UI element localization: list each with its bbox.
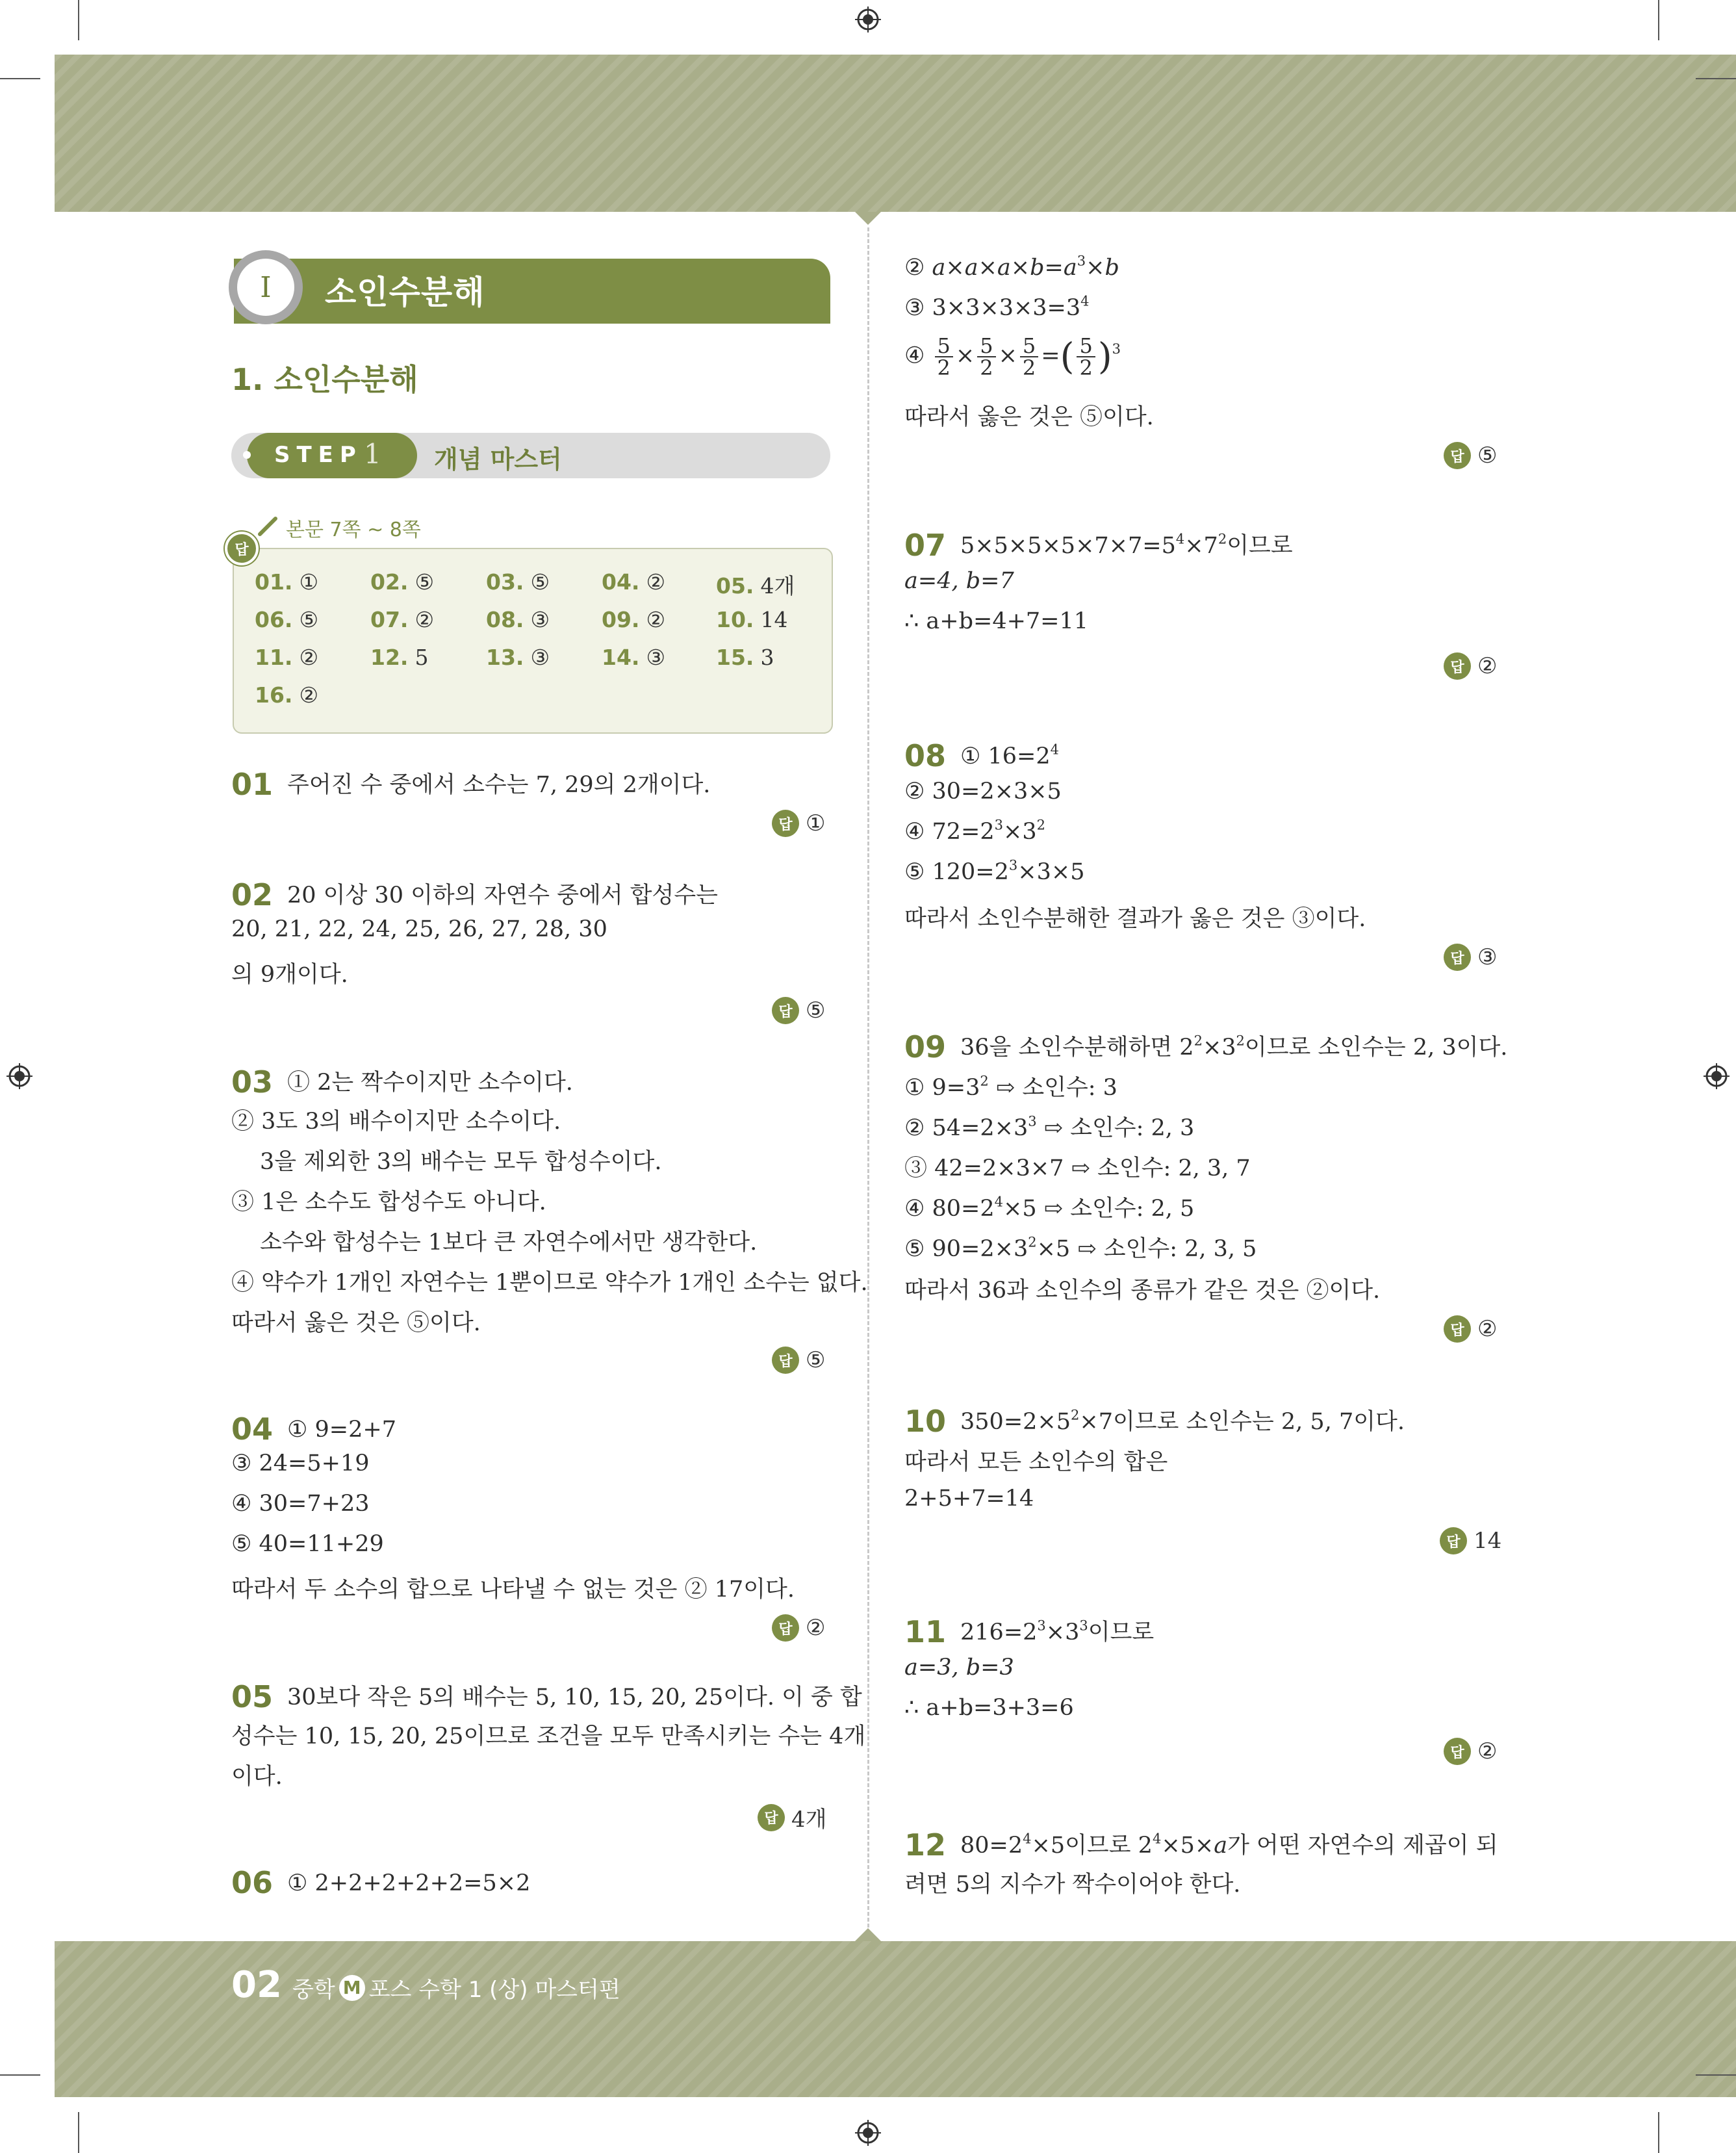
answer-grid-number: 09. — [602, 607, 640, 632]
m-logo-icon: M — [339, 1975, 365, 2001]
question-number: 07 — [904, 528, 947, 563]
question-04 — [231, 1409, 396, 1447]
question-number: 10 — [904, 1404, 947, 1439]
crop-mark — [0, 2074, 40, 2076]
solution-line: ① $9=3^2$ ⇨ 소인수: 3 — [904, 1073, 1117, 1101]
question-number: 06 — [231, 1865, 274, 1900]
answer-grid-item — [370, 569, 434, 595]
answer-grid-value: ① — [299, 569, 319, 595]
choice-marker: ④ — [904, 342, 925, 369]
answer-grid-number: 08. — [486, 607, 524, 632]
answer-value: ⑤ — [806, 1347, 826, 1373]
solution-line: a=4, b=7 — [904, 568, 1014, 594]
question-10: 10 $350=2\times 5^2\times 7$이므로 소인수는 2, 5, 7이다. — [904, 1404, 1405, 1439]
chapter-title: 소인수분해 — [325, 274, 485, 311]
solution-line: 20, 21, 22, 24, 25, 26, 27, 28, 30 — [231, 916, 607, 942]
answer-value: 4개 — [791, 1807, 827, 1833]
question-07: 07 $5\times 5\times 5\times 5\times 7\times 7=5^4\times 7^2$이므로 — [904, 528, 1293, 563]
solution-line: 이다. — [231, 1764, 283, 1790]
answer-badge: 답 — [1440, 1527, 1467, 1554]
answer-grid-number: 06. — [255, 607, 293, 632]
answer-02 — [772, 997, 825, 1024]
answer-grid-number: 11. — [255, 645, 293, 670]
solution-line: ① 9=2+7 — [287, 1417, 396, 1443]
question-11: 11 $216=2^3\times 3^3$이므로 — [904, 1614, 1155, 1649]
answer-grid-number: 04. — [602, 569, 640, 595]
operator: × — [978, 255, 997, 281]
answer-value: 14 — [1474, 1528, 1502, 1554]
chapter-number-badge — [229, 250, 303, 324]
answer-01 — [772, 810, 825, 837]
answer-grid-value: ⑤ — [415, 569, 435, 595]
answer-grid-number: 16. — [255, 682, 293, 708]
answer-grid-item — [602, 645, 665, 670]
book-title-suffix: 포스 수학 1 (상) 마스터편 — [368, 1977, 620, 2003]
question-06 — [231, 1863, 530, 1898]
exponent: 3 — [1077, 253, 1086, 269]
question-05 — [231, 1677, 862, 1712]
answer-badge: 답 — [772, 1347, 799, 1374]
operator: × — [955, 342, 975, 369]
question-02 — [231, 875, 718, 910]
answer-grid-value: 14 — [760, 607, 788, 632]
answer-grid-item — [486, 607, 550, 632]
answer-07 — [1444, 652, 1497, 680]
answer-grid-number: 13. — [486, 645, 524, 670]
variable: a — [1063, 255, 1077, 281]
question-number: 09 — [904, 1029, 947, 1064]
answer-grid-value: ② — [299, 645, 319, 670]
book-title-prefix: 중학 — [292, 1977, 335, 2003]
answer-grid-value: ③ — [646, 645, 666, 670]
solution-line: ② 30=2×3×5 — [904, 779, 1062, 805]
solution-line: 려면 5의 지수가 짝수이어야 한다. — [904, 1872, 1241, 1898]
solution-line: ④ $72=2^3\times 3^2$ — [904, 817, 1045, 845]
answer-11 — [1444, 1738, 1497, 1765]
solution-line: ② $54=2\times 3^3$ ⇨ 소인수: 2, 3 — [904, 1113, 1195, 1141]
answer-grid-number: 14. — [602, 645, 640, 670]
answer-03 — [772, 1347, 825, 1374]
answer-badge: 답 — [1444, 1315, 1471, 1343]
solution-line: ③ 1은 소수도 합성수도 아니다. — [231, 1189, 546, 1215]
section-title: 1. 소인수분해 — [231, 362, 418, 397]
crop-mark — [1696, 2074, 1736, 2076]
answer-grid-value: ③ — [530, 607, 550, 632]
variable: a — [932, 255, 946, 281]
solution-line: 소수와 합성수는 1보다 큰 자연수에서만 생각한다. — [260, 1230, 758, 1256]
question-12: 12 $80=2^4\times 5$이므로 $2^4\times 5\times a$가 어떤 자연수의 제곱이 되 — [904, 1827, 1498, 1863]
question-number: 04 — [231, 1412, 274, 1447]
answer-grid-number: 05. — [716, 573, 754, 599]
answer-badge: 답 — [1444, 652, 1471, 680]
answer-grid-item — [716, 645, 774, 670]
answer-badge: 답 — [772, 810, 799, 837]
solution-line: ④ 30=7+23 — [231, 1491, 370, 1517]
question-number: 05 — [231, 1679, 274, 1714]
solution-line: ④ 약수가 1개인 자연수는 1뿐이므로 약수가 1개인 소수는 없다. — [231, 1270, 868, 1296]
choice-marker: ② — [904, 255, 932, 281]
answer-grid-item — [370, 607, 434, 632]
answer-grid-item — [716, 607, 787, 632]
variable: b — [1030, 255, 1045, 281]
crop-mark — [1696, 78, 1736, 79]
solution-line — [904, 255, 1119, 281]
expression: ③ 3×3×3×3=3 — [904, 295, 1081, 321]
fraction: $\frac{5}{2}$ — [1077, 335, 1095, 378]
answer-grid-number: 03. — [486, 569, 524, 595]
answer-grid-value: ⑤ — [299, 607, 319, 632]
variable: a — [997, 255, 1011, 281]
fraction: $\frac{5}{2}$ — [935, 335, 953, 378]
answer-badge: 답 — [1444, 442, 1471, 469]
crop-mark — [78, 0, 79, 40]
header-band — [55, 55, 1736, 212]
exponent: 4 — [1080, 293, 1090, 309]
answer-09 — [1444, 1315, 1497, 1343]
answer-grid-item — [602, 569, 665, 595]
answer-value: ⑤ — [1477, 443, 1498, 469]
step-title: 개념 마스터 — [434, 445, 562, 474]
solution-line: 따라서 36과 소인수의 종류가 같은 것은 ②이다. — [904, 1278, 1381, 1304]
solution-line: ③ 42=2×3×7 ⇨ 소인수: 2, 3, 7 — [904, 1155, 1251, 1181]
book-title — [292, 1972, 620, 2004]
answer-value: ② — [1477, 1316, 1498, 1342]
question-number: 01 — [231, 767, 274, 802]
exponent: 3 — [1112, 341, 1121, 357]
question-01 — [231, 764, 711, 802]
answer-badge: 답 — [772, 997, 799, 1024]
operator: × — [998, 342, 1017, 369]
operator: × — [1010, 255, 1030, 281]
answer-grid-number: 12. — [370, 645, 409, 670]
answer-grid-number: 15. — [716, 645, 754, 670]
answer-grid-item — [486, 645, 550, 670]
pencil-icon — [255, 513, 281, 539]
answer-grid-item — [716, 569, 795, 600]
solution-line: ⑤ $120=2^3\times 3\times 5$ — [904, 857, 1085, 885]
question-number: 11 — [904, 1614, 947, 1649]
answer-06 — [1444, 442, 1497, 469]
operator: = — [1041, 342, 1060, 369]
crop-mark — [1658, 0, 1659, 40]
fraction: $\frac{5}{2}$ — [1020, 335, 1038, 378]
question-number: 02 — [231, 877, 274, 912]
operator: × — [1086, 255, 1105, 281]
answer-value: ② — [1477, 1738, 1498, 1764]
solution-line: ⑤ 40=11+29 — [231, 1531, 384, 1557]
answer-grid-item — [255, 569, 318, 595]
question-number: 08 — [904, 738, 947, 773]
crop-mark — [0, 78, 40, 79]
answer-value: ② — [806, 1615, 826, 1641]
answer-badge: 답 — [225, 532, 259, 565]
answer-badge: 답 — [1444, 944, 1471, 971]
footer-notch — [855, 1928, 881, 1941]
solution-line: 의 9개이다. — [231, 962, 348, 988]
answer-grid-value: ② — [646, 607, 666, 632]
solution-line: ① 2는 짝수이지만 소수이다. — [287, 1070, 573, 1096]
page-reference: 본문 7쪽 ~ 8쪽 — [286, 519, 421, 541]
solution-line: 따라서 소인수분해한 결과가 옳은 것은 ③이다. — [904, 906, 1366, 932]
solution-line: ④ $80=2^4\times 5$ ⇨ 소인수: 2, 5 — [904, 1194, 1195, 1222]
answer-grid-value: ③ — [530, 645, 550, 670]
crop-mark — [78, 2112, 79, 2153]
solution-line: 따라서 옳은 것은 ⑤이다. — [904, 404, 1154, 430]
answer-grid-value: ② — [299, 682, 319, 708]
solution-line: ② 3도 3의 배수이지만 소수이다. — [231, 1109, 561, 1135]
solution-line: 30보다 작은 5의 배수는 5, 10, 15, 20, 25이다. 이 중 합 — [287, 1684, 862, 1710]
answer-grid-number: 07. — [370, 607, 409, 632]
registration-mark-icon — [1704, 1063, 1730, 1089]
operator: = — [1044, 255, 1064, 281]
answer-04 — [772, 1614, 825, 1642]
answer-value: ③ — [1477, 944, 1498, 970]
answer-grid-value: ② — [646, 569, 666, 595]
step-dot — [243, 451, 251, 459]
question-03 — [231, 1062, 573, 1100]
answer-05 — [758, 1801, 826, 1833]
footer-band — [55, 1941, 1736, 2097]
chapter-numeral: Ⅰ — [237, 259, 294, 316]
solution-line: 20 이상 30 이하의 자연수 중에서 합성수는 — [287, 883, 718, 909]
page-number: 02 — [231, 1964, 282, 2006]
answer-grid-number: 02. — [370, 569, 409, 595]
answer-grid-value: ⑤ — [530, 569, 550, 595]
solution-line: 3을 제외한 3의 배수는 모두 합성수이다. — [260, 1149, 662, 1175]
solution-line: ① 2+2+2+2+2=5×2 — [287, 1870, 531, 1896]
solution-line: 따라서 모든 소인수의 합은 — [904, 1449, 1168, 1475]
registration-mark-icon — [6, 1063, 32, 1089]
answer-value: ① — [806, 810, 826, 836]
answer-10 — [1440, 1527, 1501, 1554]
answer-grid-item — [486, 569, 550, 595]
solution-line — [904, 295, 1090, 321]
answer-grid-item — [255, 607, 318, 632]
answer-badge: 답 — [772, 1614, 799, 1642]
crop-mark — [1658, 2112, 1659, 2153]
answer-grid-item — [255, 645, 318, 670]
solution-line: 따라서 옳은 것은 ⑤이다. — [231, 1310, 481, 1336]
answer-grid-value: 3 — [760, 645, 774, 670]
variable: b — [1104, 255, 1119, 281]
step-number: 1 — [364, 438, 381, 470]
answer-value: ② — [1477, 653, 1498, 679]
question-number: 03 — [231, 1064, 274, 1100]
answer-badge: 답 — [1444, 1738, 1471, 1765]
solution-line: 성수는 10, 15, 20, 25이므로 조건을 모두 만족시키는 수는 4개 — [231, 1723, 866, 1749]
solution-line: 주어진 수 중에서 소수는 7, 29의 2개이다. — [287, 772, 711, 798]
solution-line: ∴ a+b=3+3=6 — [904, 1695, 1074, 1721]
solution-line: a=3, b=3 — [904, 1655, 1014, 1681]
registration-mark-icon — [855, 6, 881, 32]
question-08: 08 ① $16=2^4$ — [904, 738, 1060, 773]
question-09: 09 36을 소인수분해하면 $2^2\times 3^2$이므로 소인수는 2, 3이다. — [904, 1029, 1508, 1064]
header-notch — [855, 212, 881, 225]
answer-grid-item — [255, 682, 318, 708]
column-divider — [867, 227, 869, 1927]
answer-badge: 답 — [758, 1804, 785, 1831]
step-label: STEP — [274, 442, 363, 468]
answer-grid-value: ② — [415, 607, 435, 632]
solution-line: ⑤ $90=2\times 3^2\times 5$ ⇨ 소인수: 2, 3, 5 — [904, 1234, 1257, 1262]
solution-line: 2+5+7=14 — [904, 1486, 1034, 1512]
solution-line: ∴ a+b=4+7=11 — [904, 608, 1089, 634]
solution-line: ④ $\frac{5}{2}$ × $\frac{5}{2}$ × $\frac{5}{2}$ =( $\frac{5}{2}$ )$^3$ — [904, 333, 1121, 380]
answer-value: ⑤ — [806, 998, 826, 1024]
answer-grid-item — [370, 645, 428, 670]
chapter-bar — [234, 259, 830, 324]
solution-line: 따라서 두 소수의 합으로 나타낼 수 없는 것은 ② 17이다. — [231, 1577, 795, 1603]
solution-line: ③ 24=5+19 — [231, 1450, 370, 1476]
answer-grid-value: 4개 — [760, 573, 795, 599]
answer-grid-item — [602, 607, 665, 632]
answer-grid-number: 10. — [716, 607, 754, 632]
answer-grid-value: 5 — [415, 645, 429, 670]
question-number: 12 — [904, 1827, 947, 1863]
operator: × — [945, 255, 965, 281]
registration-mark-icon — [855, 2120, 881, 2146]
answer-08 — [1444, 944, 1497, 971]
answer-grid-number: 01. — [255, 569, 293, 595]
variable: a — [964, 255, 978, 281]
fraction: $\frac{5}{2}$ — [977, 335, 995, 378]
